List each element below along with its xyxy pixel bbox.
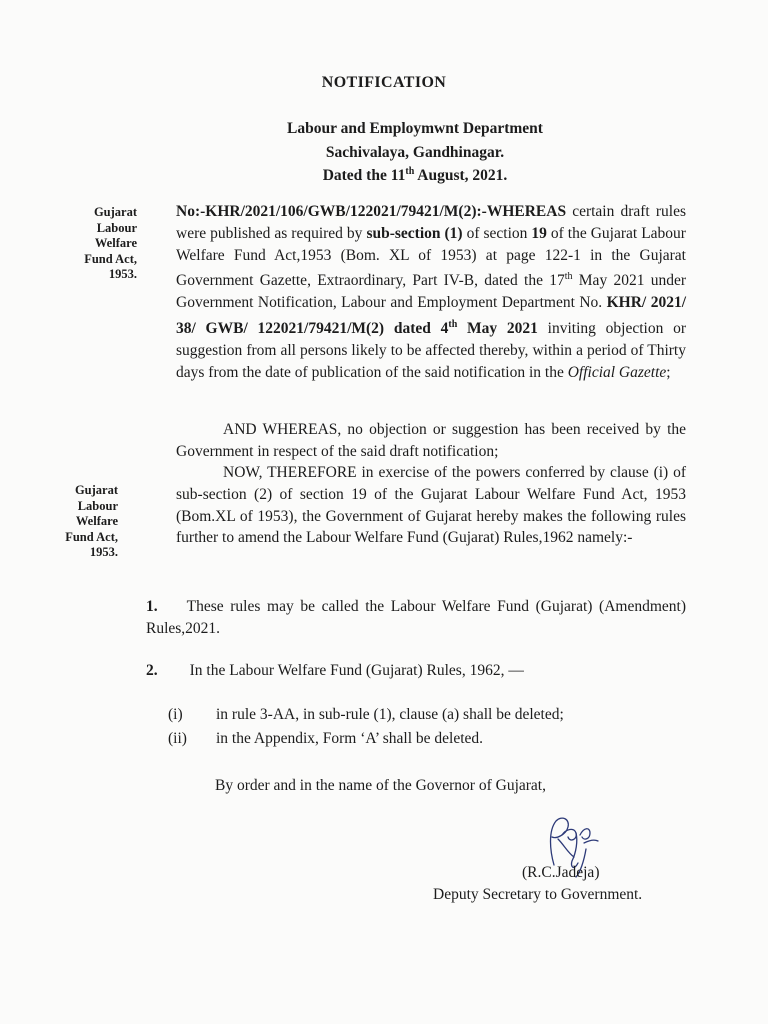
preamble-paragraph: No:-KHR/2021/106/GWB/122021/79421/M(2):-WHEREAS certain draft rules were published as required by sub-section (1) of section 19 of the Gujarat Labour Welfare Fund Act,1953 (Bom. XL of 1953) at page 122-1 in the Gujarat Government Gazette, Extraordinary, Part IV-B, dated the 17th May 2021 under Government Notification, Labour and Employment Department No. KHR/ 2021/ 38/ GWB/ 122021/79421/M(2) dated 4th May 2021 inviting objection or suggestion from all persons likely to be affected thereby, within a period of Thirty days from the date of publication of the said notification in the Official Gazette; bbox=[176, 203, 687, 381]
margin-note-act-2: Gujarat Labour Welfare Fund Act, 1953. bbox=[65, 483, 118, 559]
notification-date: Dated the 11th August, 2021. bbox=[322, 166, 508, 185]
signatory-designation: Deputy Secretary to Government. bbox=[433, 886, 643, 903]
sub-item-i: (i) in rule 3-AA, in sub-rule (1), clause (a) shall be deleted; bbox=[168, 706, 564, 723]
signatory-name: (R.C.Jadeja) bbox=[522, 864, 600, 881]
closing-line: By order and in the name of the Governor of Gujarat, bbox=[215, 777, 546, 794]
office-location: Sachivalaya, Gandhinagar. bbox=[325, 144, 505, 161]
rule-1: 1. These rules may be called the Labour Welfare Fund (Gujarat) (Amendment) Rules,2021. bbox=[146, 598, 686, 637]
notification-title: NOTIFICATION bbox=[321, 74, 447, 91]
sub-item-ii: (ii) in the Appendix, Form ‘A’ shall be deleted. bbox=[168, 730, 484, 747]
department-name: Labour and Employmwnt Department bbox=[287, 120, 543, 137]
therefore-paragraph: NOW, THEREFORE in exercise of the powers conferred by clause (i) of sub-section (2) of section 19 of the Gujarat Labour Welfare Fund Act, 1953 (Bom.XL of 1953), the Government of Gujarat hereby makes the following rules further to amend the Labour Welfare Fund (Gujarat) Rules,1962 namely:- bbox=[176, 464, 686, 547]
notification-number: No:-KHR/2021/106/GWB/122021/79421/M(2):-WHEREAS bbox=[176, 203, 567, 220]
whereas-paragraph: AND WHEREAS, no objection or suggestion has been received by the Government in respect of the said draft notification; bbox=[176, 421, 686, 460]
margin-note-act-1: Gujarat Labour Welfare Fund Act, 1953. bbox=[84, 205, 137, 281]
rule-2: 2. In the Labour Welfare Fund (Gujarat) Rules, 1962, — bbox=[146, 662, 524, 679]
